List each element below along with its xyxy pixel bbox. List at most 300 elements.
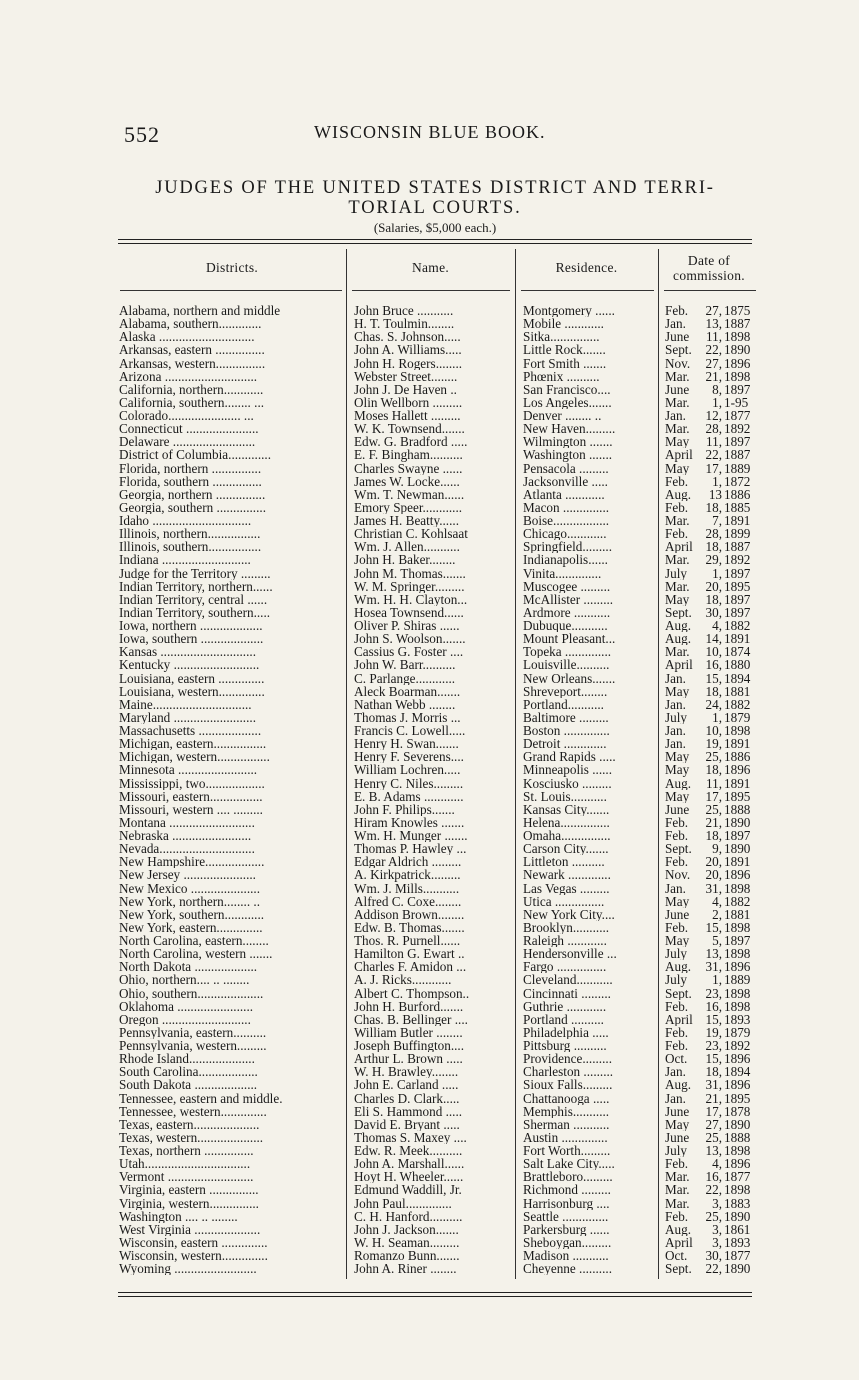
table-row [0, 580, 859, 593]
residence-cell: Omaha............... [523, 829, 611, 843]
commission-month-cell: Feb. [665, 1039, 689, 1053]
commission-day-cell: 19, [705, 1025, 722, 1039]
residence-cell: Pensacola ......... [523, 461, 609, 475]
table-row [0, 1013, 859, 1026]
commission-day-cell: 17, [705, 461, 722, 475]
commission-year-cell: 1877 [724, 1170, 751, 1184]
commission-month-cell: July [665, 973, 687, 987]
table-row [0, 1197, 859, 1210]
residence-cell: Cincinnati ......... [523, 986, 611, 1000]
commission-month-cell: June [665, 382, 690, 396]
commission-day-cell: 18, [705, 1065, 722, 1079]
district-cell: North Carolina, western ....... [119, 947, 273, 961]
table-row [0, 1039, 859, 1052]
commission-day-cell: 16, [705, 658, 722, 672]
commission-year-cell: 1898 [724, 881, 751, 895]
table-row [0, 947, 859, 960]
table-row [0, 488, 859, 501]
judge-name-cell: W. K. Townsend....... [354, 422, 465, 436]
residence-cell: Las Vegas ......... [523, 881, 610, 895]
residence-cell: Harrisonburg .... [523, 1196, 610, 1210]
residence-cell: Cleveland........... [523, 973, 613, 987]
judge-name-cell: E. F. Bingham.......... [354, 448, 463, 462]
commission-month-cell: Oct. [665, 1052, 688, 1066]
district-cell: Connecticut ...................... [119, 422, 259, 436]
table-row [0, 1183, 859, 1196]
commission-month-cell: Aug. [665, 619, 692, 633]
commission-year-cell: 1887 [724, 540, 751, 554]
judge-name-cell: Moses Hallett ......... [354, 409, 461, 423]
commission-year-cell: 1897 [724, 382, 751, 396]
commission-day-cell: 20, [705, 868, 722, 882]
judge-name-cell: Wm. T. Newman...... [354, 487, 465, 501]
residence-cell: Charleston ......... [523, 1065, 614, 1079]
district-cell: Texas, northern ............... [119, 1144, 254, 1158]
commission-day-cell: 28, [705, 527, 722, 541]
salary-note: (Salaries, $5,000 each.) [373, 220, 497, 235]
commission-year-cell: 1898 [724, 986, 751, 1000]
residence-cell: Seattle .............. [523, 1209, 609, 1223]
commission-month-cell: June [665, 802, 690, 816]
commission-day-cell: 25, [705, 1209, 722, 1223]
judge-name-cell: Albert C. Thompson.. [354, 986, 470, 1000]
commission-month-cell: Feb. [665, 474, 689, 488]
judge-name-cell: A. Kirkpatrick......... [354, 868, 461, 882]
commission-month-cell: Mar. [665, 1170, 690, 1184]
judge-name-cell: David E. Bryant ..... [354, 1117, 460, 1131]
table-row [0, 540, 859, 553]
commission-month-cell: Oct. [665, 1249, 688, 1263]
residence-cell: Springfield......... [523, 540, 613, 554]
table-row [0, 330, 859, 343]
commission-year-cell: 1889 [724, 461, 751, 475]
judge-name-cell: Henry C. Niles......... [354, 776, 464, 790]
residence-cell: Ardmore ........... [523, 605, 611, 619]
district-cell: North Dakota ................... [119, 960, 258, 974]
residence-cell: Little Rock....... [523, 343, 606, 357]
residence-cell: Wilmington ....... [523, 435, 613, 449]
table-row [0, 462, 859, 475]
residence-cell: New York City.... [523, 907, 615, 921]
residence-cell: Pittsburg .......... [523, 1039, 607, 1053]
column-header-date [658, 253, 760, 283]
residence-cell: Sheboygan......... [523, 1235, 612, 1249]
judge-name-cell: John J. De Haven .. [354, 382, 457, 396]
district-cell: Nebraska ........................ [119, 829, 252, 843]
residence-cell: Topeka .............. [523, 645, 612, 659]
judge-name-cell: W. H. Seaman......... [354, 1235, 460, 1249]
judge-name-cell: Joseph Buffington.... [354, 1039, 465, 1053]
district-cell: South Carolina.................. [119, 1065, 258, 1079]
commission-year-cell: 1898 [724, 947, 751, 961]
commission-year-cell: 1875 [724, 304, 751, 318]
table-title-line-1: JUDGES OF THE UNITED STATES DISTRICT AND TERRI- [155, 178, 715, 198]
table-row [0, 908, 859, 921]
judge-name-cell: John H. Burford....... [354, 999, 464, 1013]
commission-year-cell: 1886 [724, 750, 751, 764]
district-cell: Georgia, southern ............... [119, 500, 266, 514]
district-cell: Oregon ........................... [119, 1012, 251, 1026]
commission-year-cell: 1891 [724, 776, 751, 790]
commission-year-cell: 1877 [724, 1249, 751, 1263]
commission-day-cell: 11, [706, 330, 722, 344]
bottom-rule [118, 1292, 752, 1293]
commission-year-cell: 1890 [724, 343, 751, 357]
residence-cell: Chattanooga ..... [523, 1091, 610, 1105]
table-row [0, 645, 859, 658]
commission-day-cell: 29, [705, 553, 722, 567]
commission-month-cell: Feb. [665, 527, 689, 541]
commission-day-cell: 13, [705, 317, 722, 331]
commission-month-cell: Feb. [665, 815, 689, 829]
commission-year-cell: 1881 [724, 684, 751, 698]
commission-month-cell: Feb. [665, 1025, 689, 1039]
residence-cell: New Haven......... [523, 422, 616, 436]
commission-day-cell: 14, [705, 632, 722, 646]
table-row [0, 501, 859, 514]
commission-day-cell: 21, [705, 369, 722, 383]
judge-name-cell: John H. Rogers........ [354, 356, 463, 370]
commission-day-cell: 11, [706, 776, 722, 790]
district-cell: Montana .......................... [119, 815, 255, 829]
residence-cell: Chicago............ [523, 527, 607, 541]
residence-cell: Montgomery ...... [523, 304, 615, 318]
table-row [0, 357, 859, 370]
commission-year-cell: 1896 [724, 356, 751, 370]
residence-cell: Phœnix .......... [523, 369, 600, 383]
residence-cell: Boston .............. [523, 724, 610, 738]
commission-month-cell: July [665, 566, 687, 580]
district-cell: Arkansas, western............... [119, 356, 266, 370]
district-cell: Judge for the Territory ......... [119, 566, 271, 580]
commission-month-cell: Jan. [665, 737, 686, 751]
judge-name-cell: John W. Barr.......... [354, 658, 456, 672]
district-cell: Indian Territory, central ...... [119, 592, 268, 606]
residence-cell: Vinita.............. [523, 566, 602, 580]
commission-month-cell: Mar. [665, 579, 690, 593]
judge-name-cell: John Paul.............. [354, 1196, 452, 1210]
commission-month-cell: Feb. [665, 855, 689, 869]
residence-cell: Helena............... [523, 815, 610, 829]
district-cell: Texas, eastern.................... [119, 1117, 260, 1131]
commission-year-cell: 1898 [724, 724, 751, 738]
commission-year-cell: 1887 [724, 448, 751, 462]
residence-cell: Muscogee ......... [523, 579, 611, 593]
residence-cell: Louisville.......... [523, 658, 610, 672]
header-rule [664, 290, 756, 291]
district-cell: Oklahoma ....................... [119, 999, 254, 1013]
residence-cell: McAllister ......... [523, 592, 614, 606]
district-cell: Georgia, northern ............... [119, 487, 266, 501]
commission-year-cell: 1897 [724, 934, 751, 948]
commission-day-cell: 12, [705, 409, 722, 423]
table-title [110, 178, 760, 218]
commission-day-cell: 18, [705, 500, 722, 514]
commission-day-cell: 7, [712, 514, 722, 528]
commission-month-cell: April [665, 1235, 693, 1249]
table-row [0, 790, 859, 803]
judge-name-cell: Charles D. Clark..... [354, 1091, 460, 1105]
judge-name-cell: James H. Beatty...... [354, 514, 459, 528]
district-cell: Utah................................ [119, 1157, 251, 1171]
commission-year-cell: 1888 [724, 802, 751, 816]
commission-year-cell: 1880 [724, 658, 751, 672]
judge-name-cell: John A. Williams..... [354, 343, 462, 357]
commission-month-cell: Aug. [665, 1222, 692, 1236]
commission-day-cell: 21, [705, 1091, 722, 1105]
table-row [0, 895, 859, 908]
residence-cell: Boise................. [523, 514, 610, 528]
residence-cell: Shreveport........ [523, 684, 608, 698]
commission-day-cell: 31, [705, 960, 722, 974]
commission-month-cell: April [665, 658, 693, 672]
district-cell: Michigan, eastern................ [119, 737, 267, 751]
commission-year-cell: 1888 [724, 1130, 751, 1144]
residence-cell: Sioux Falls......... [523, 1078, 613, 1092]
district-cell: Mississippi, two.................. [119, 776, 265, 790]
commission-month-cell: Mar. [665, 514, 690, 528]
residence-cell: Kosciusko ......... [523, 776, 612, 790]
table-row [0, 514, 859, 527]
commission-day-cell: 18, [705, 829, 722, 843]
commission-month-cell: Sept. [665, 1262, 692, 1276]
column-header-name: Name. [411, 260, 450, 275]
district-cell: Pennsylvania, eastern.......... [119, 1025, 267, 1039]
residence-cell: Grand Rapids ..... [523, 750, 616, 764]
column-header-date-line-1: Date of [687, 253, 731, 268]
table-row [0, 632, 859, 645]
commission-day-cell: 13, [705, 947, 722, 961]
judge-name-cell: Eli S. Hammond ..... [354, 1104, 463, 1118]
table-row [0, 567, 859, 580]
commission-month-cell: Mar. [665, 369, 690, 383]
table-row [0, 304, 859, 317]
commission-day-cell: 4, [712, 894, 722, 908]
district-cell: Arizona ............................ [119, 369, 258, 383]
commission-month-cell: Aug. [665, 960, 692, 974]
judge-name-cell: Aleck Boarman....... [354, 684, 461, 698]
judge-name-cell: Edw. R. Meek.......... [354, 1144, 463, 1158]
district-cell: Indian Territory, northern...... [119, 579, 273, 593]
commission-month-cell: June [665, 907, 690, 921]
commission-month-cell: May [665, 1117, 690, 1131]
commission-year-cell: 1897 [724, 592, 751, 606]
commission-month-cell: Nov. [665, 868, 691, 882]
column-header-date-line-2: commission. [673, 268, 745, 283]
table-row [0, 685, 859, 698]
commission-month-cell: Jan. [665, 1091, 686, 1105]
commission-year-cell: 1861 [724, 1222, 751, 1236]
district-cell: Louisiana, eastern .............. [119, 671, 265, 685]
commission-month-cell: Mar. [665, 1196, 690, 1210]
district-cell: Alabama, southern............. [119, 317, 262, 331]
judge-name-cell: Romanzo Bunn....... [354, 1249, 460, 1263]
district-cell: Nevada............................. [119, 842, 255, 856]
judge-name-cell: Hamilton G. Ewart .. [354, 947, 465, 961]
commission-day-cell: 27, [705, 356, 722, 370]
table-row [0, 619, 859, 632]
commission-day-cell: 5, [712, 934, 722, 948]
district-cell: California, northern............ [119, 382, 264, 396]
commission-year-cell: 1893 [724, 1012, 751, 1026]
judge-name-cell: C. Parlange............ [354, 671, 456, 685]
commission-month-cell: Jan. [665, 724, 686, 738]
commission-month-cell: Feb. [665, 829, 689, 843]
district-cell: Massachusetts ................... [119, 724, 262, 738]
district-cell: Ohio, northern.... .. ........ [119, 973, 250, 987]
commission-year-cell: 1896 [724, 1157, 751, 1171]
commission-year-cell: 1898 [724, 999, 751, 1013]
commission-day-cell: 4, [712, 619, 722, 633]
commission-month-cell: July [665, 710, 687, 724]
commission-day-cell: 10, [705, 724, 722, 738]
table-row [0, 1026, 859, 1039]
commission-year-cell: 1896 [724, 1052, 751, 1066]
judge-name-cell: Christian C. Kohlsaat [354, 527, 468, 541]
commission-month-cell: May [665, 684, 690, 698]
page-number: 552 [124, 122, 160, 147]
judge-name-cell: John E. Carland ..... [354, 1078, 459, 1092]
judge-name-cell: Henry F. Severens.... [354, 750, 464, 764]
judge-name-cell: Chas. S. Johnson..... [354, 330, 461, 344]
table-row [0, 960, 859, 973]
commission-day-cell: 1, [712, 474, 722, 488]
commission-month-cell: May [665, 592, 690, 606]
commission-year-cell: 1895 [724, 579, 751, 593]
commission-year-cell: 1882 [724, 619, 751, 633]
district-cell: Florida, northern ............... [119, 461, 262, 475]
district-cell: Iowa, northern ................... [119, 619, 263, 633]
judge-name-cell: William Butler ........ [354, 1025, 463, 1039]
district-cell: Illinois, southern................ [119, 540, 262, 554]
district-cell: Illinois, northern................ [119, 527, 261, 541]
commission-day-cell: 23, [705, 986, 722, 1000]
residence-cell: Philadelphia ..... [523, 1025, 609, 1039]
table-row [0, 868, 859, 881]
commission-day-cell: 17, [705, 1104, 722, 1118]
table-row [0, 855, 859, 868]
district-cell: Missouri, western .... ......... [119, 802, 263, 816]
commission-month-cell: Nov. [665, 356, 691, 370]
district-cell: Alabama, northern and middle [119, 304, 281, 318]
commission-month-cell: May [665, 789, 690, 803]
commission-day-cell: 19, [705, 737, 722, 751]
district-cell: West Virginia .................... [119, 1222, 261, 1236]
commission-year-cell: 1896 [724, 1078, 751, 1092]
table-row [0, 934, 859, 947]
judge-name-cell: Nathan Webb ........ [354, 697, 456, 711]
commission-month-cell: April [665, 540, 693, 554]
table-row [0, 1078, 859, 1091]
table-row [0, 593, 859, 606]
commission-year-cell: 1896 [724, 763, 751, 777]
district-cell: Maryland ......................... [119, 710, 256, 724]
judge-name-cell: Chas. B. Bellinger .... [354, 1012, 468, 1026]
district-cell: Kansas ............................. [119, 645, 256, 659]
judge-name-cell: Edw. B. Thomas....... [354, 920, 465, 934]
judge-name-cell: Wm. J. Allen........... [354, 540, 460, 554]
district-cell: Wisconsin, western.............. [119, 1249, 268, 1263]
commission-day-cell: 25, [705, 802, 722, 816]
commission-year-cell: 1885 [724, 500, 751, 514]
commission-day-cell: 25, [705, 1130, 722, 1144]
commission-year-cell: 1892 [724, 1039, 751, 1053]
commission-month-cell: Sept. [665, 605, 692, 619]
table-row [0, 422, 859, 435]
commission-day-cell: 22, [705, 1262, 722, 1276]
judge-name-cell: Alfred C. Coxe........ [354, 894, 462, 908]
commission-month-cell: April [665, 1012, 693, 1026]
district-cell: Texas, western.................... [119, 1130, 264, 1144]
table-row [0, 553, 859, 566]
residence-cell: Providence......... [523, 1052, 612, 1066]
commission-day-cell: 17, [705, 789, 722, 803]
commission-day-cell: 27, [705, 1117, 722, 1131]
commission-day-cell: 1, [712, 566, 722, 580]
district-cell: New York, northern........ .. [119, 894, 261, 908]
header-rule [352, 290, 510, 291]
district-cell: California, southern........ ... [119, 395, 265, 409]
table-row [0, 475, 859, 488]
commission-month-cell: Feb. [665, 304, 689, 318]
commission-month-cell: July [665, 947, 687, 961]
commission-month-cell: Sept. [665, 842, 692, 856]
commission-day-cell: 3, [712, 1222, 722, 1236]
commission-year-cell: 1890 [724, 842, 751, 856]
district-cell: New Jersey ...................... [119, 868, 256, 882]
table-row [0, 1131, 859, 1144]
judge-name-cell: W. M. Springer......... [354, 579, 465, 593]
district-cell: Idaho .............................. [119, 514, 252, 528]
table-row [0, 383, 859, 396]
commission-month-cell: May [665, 461, 690, 475]
residence-cell: Fort Worth......... [523, 1144, 611, 1158]
commission-day-cell: 21, [705, 815, 722, 829]
district-cell: South Dakota ................... [119, 1078, 258, 1092]
commission-day-cell: 3, [712, 1235, 722, 1249]
residence-cell: Salt Lake City..... [523, 1157, 615, 1171]
commission-month-cell: Aug. [665, 776, 692, 790]
commission-year-cell: 1890 [724, 1209, 751, 1223]
district-cell: Tennessee, eastern and middle. [119, 1091, 283, 1105]
commission-month-cell: Mar. [665, 645, 690, 659]
residence-cell: Washington ....... [523, 448, 613, 462]
district-cell: Virginia, eastern ............... [119, 1183, 259, 1197]
commission-year-cell: 1895 [724, 1091, 751, 1105]
judge-name-cell: William Lochren..... [354, 763, 461, 777]
commission-year-cell: 1879 [724, 1025, 751, 1039]
book-title: WISCONSIN BLUE BOOK. [314, 122, 546, 142]
residence-cell: Fort Smith ....... [523, 356, 607, 370]
judge-name-cell: John Bruce ........... [354, 304, 454, 318]
judge-name-cell: Oliver P. Shiras ...... [354, 619, 460, 633]
table-row [0, 763, 859, 776]
judge-name-cell: Francis C. Lowell..... [354, 724, 466, 738]
commission-month-cell: June [665, 1130, 690, 1144]
commission-year-cell: 1897 [724, 605, 751, 619]
district-cell: Rhode Island.................... [119, 1052, 255, 1066]
residence-cell: Brooklyn........... [523, 920, 610, 934]
commission-year-cell: 1890 [724, 1117, 751, 1131]
commission-month-cell: May [665, 934, 690, 948]
table-row [0, 370, 859, 383]
commission-day-cell: 1, [712, 973, 722, 987]
commission-year-cell: 1891 [724, 855, 751, 869]
commission-year-cell: 1898 [724, 369, 751, 383]
commission-month-cell: Jan. [665, 1065, 686, 1079]
commission-year-cell: 1894 [724, 671, 751, 685]
residence-cell: Dubuque........... [523, 619, 608, 633]
